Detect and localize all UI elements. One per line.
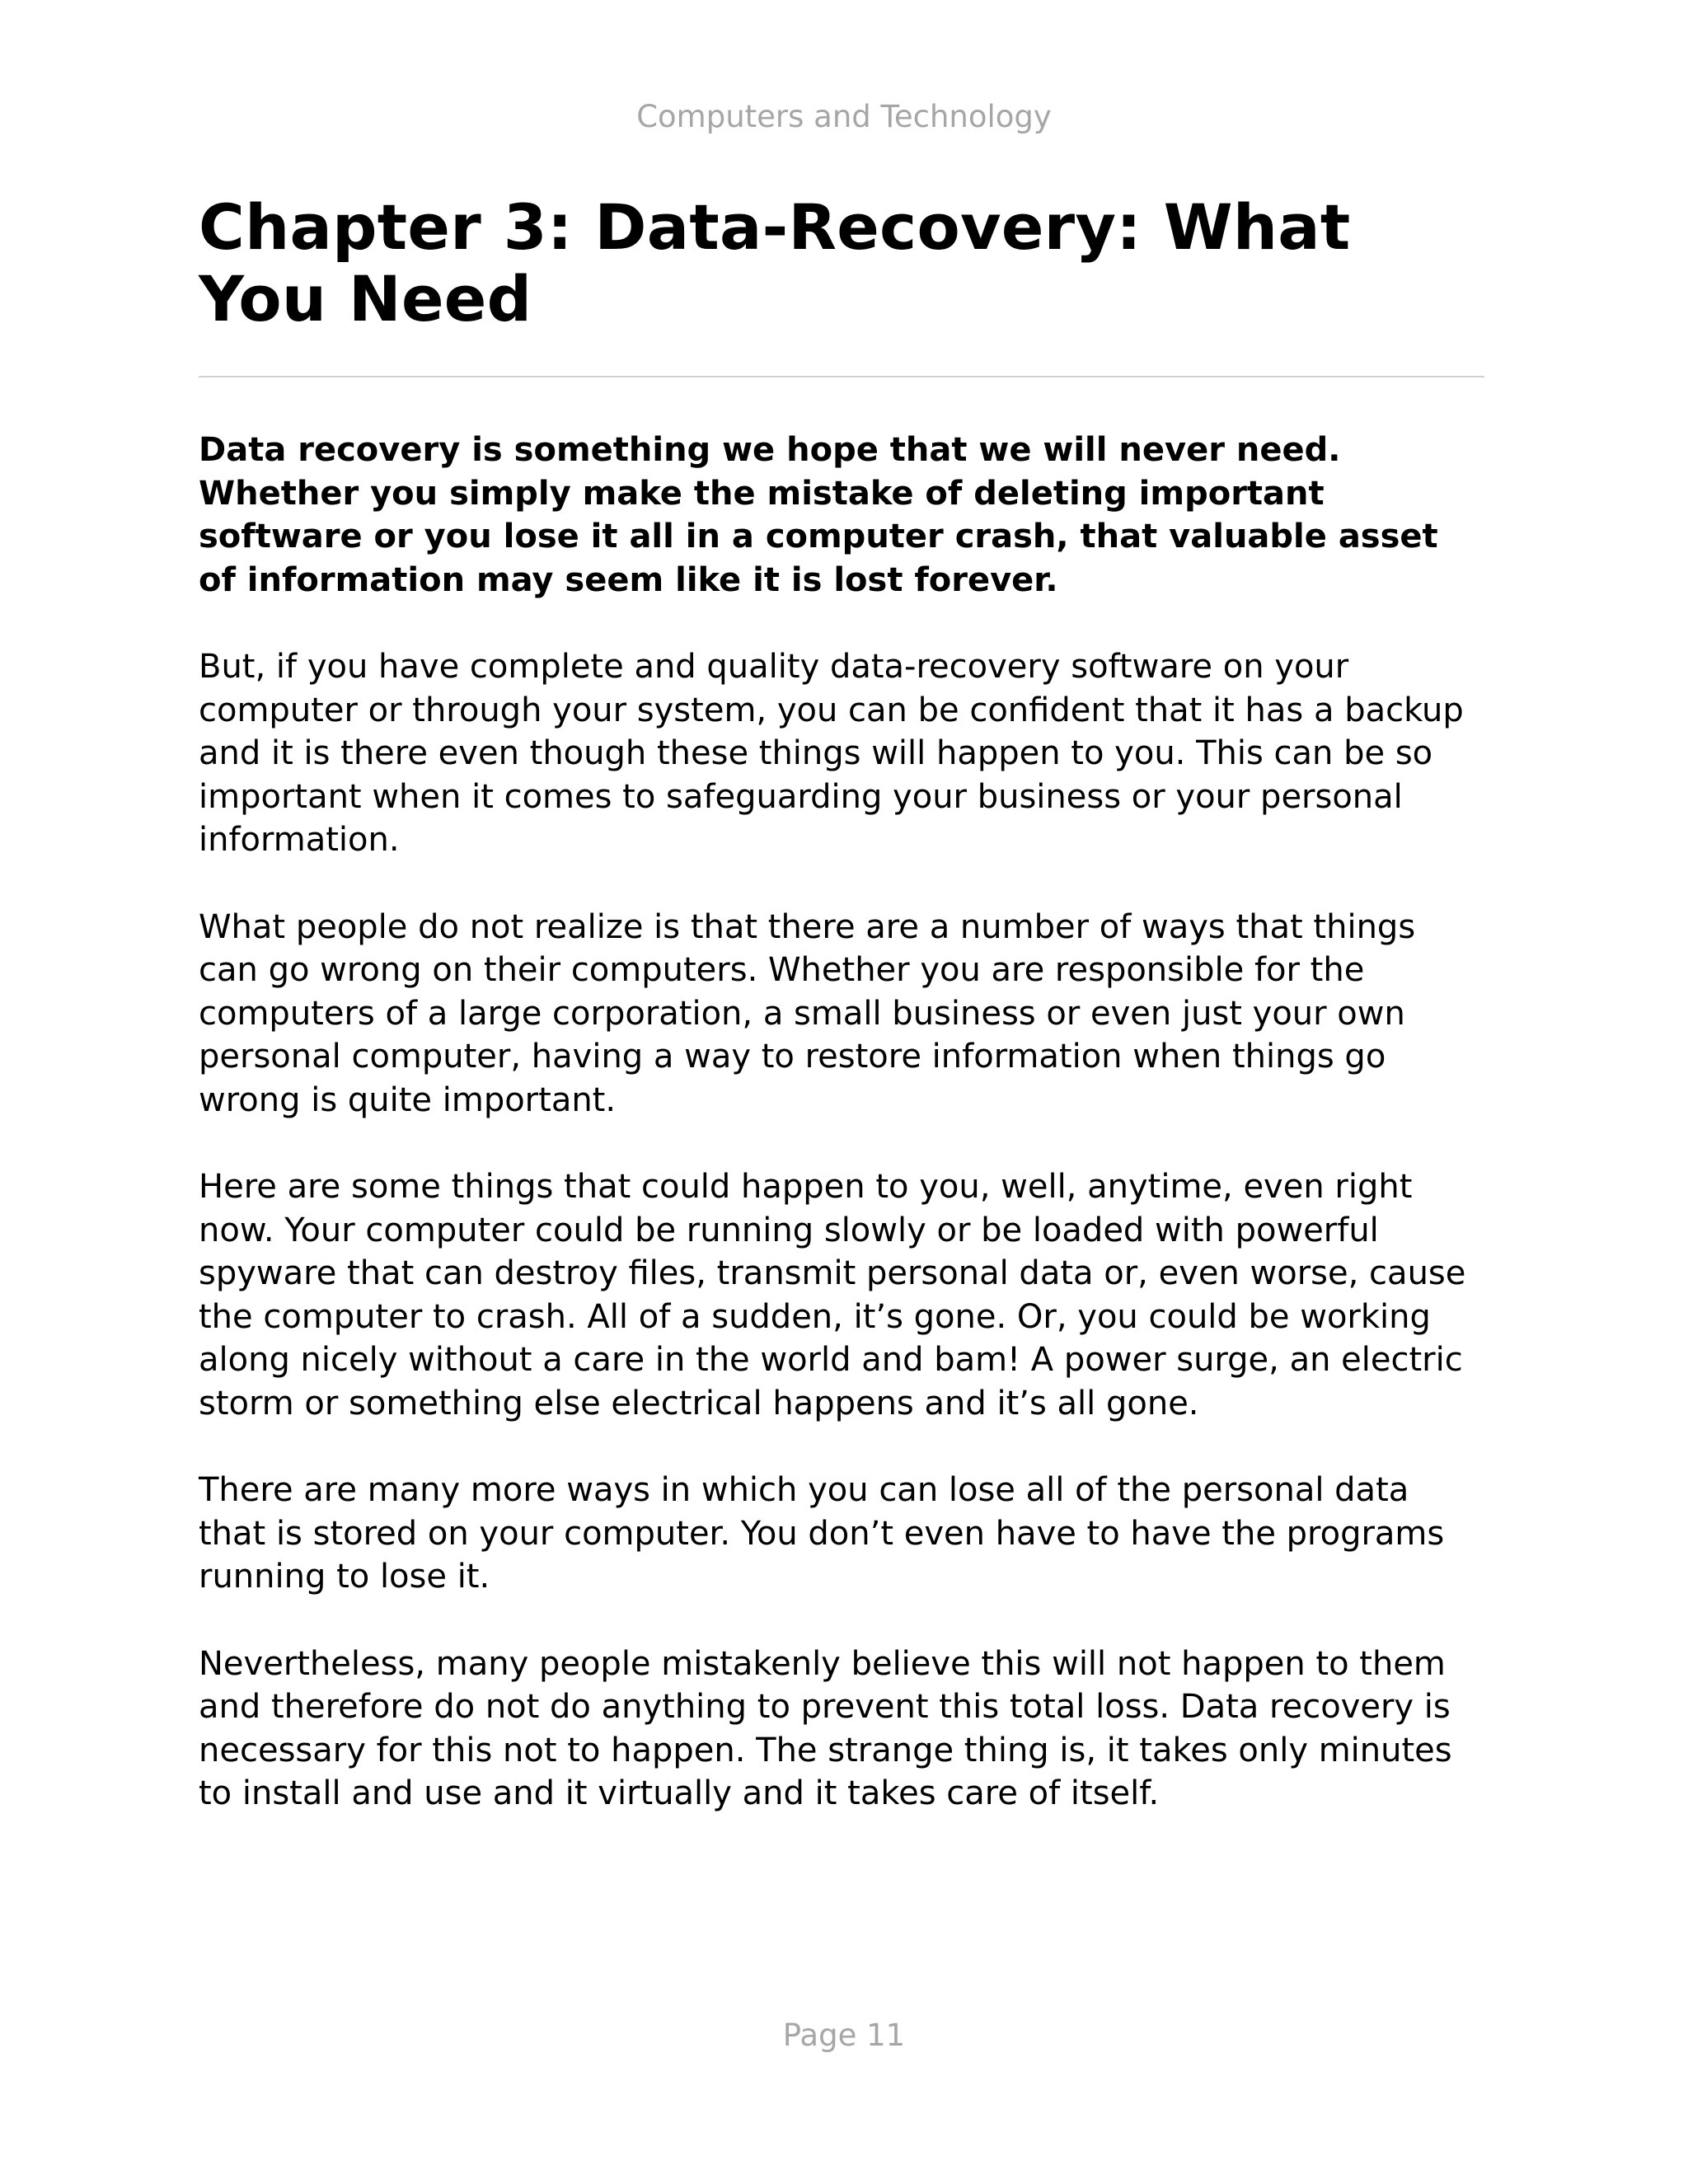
body-paragraph: Here are some things that could happen to you, well, anytime, even right now. Your computer could be running slowly or be loaded with powerful spyware that can destroy files, transmit personal data or, even worse, cause the computer to crash. All of a sudden, it’s gone. Or, you could be working along nicely without a care in the world and bam! A power surge, an electric storm or something else electrical happens and it’s all gone.: [199, 1168, 1466, 1422]
page-content: [199, 191, 1484, 1816]
running-header: Computers and Technology: [636, 99, 1052, 134]
body-paragraph: But, if you have complete and quality data-recovery software on your computer or through your system, you can be confident that it has a backup and it is there even though these things will happen to you. This can be so important when it comes to safeguarding your business or your personal information.: [199, 648, 1464, 859]
body-paragraph: What people do not realize is that there are a number of ways that things can go wrong on their computers. Whether you are responsible for the computers of a large corporation, a small business or even just your own personal computer, having a way to restore information when things go wrong is quite important.: [199, 907, 1416, 1119]
body-paragraph: Nevertheless, many people mistakenly believe this will not happen to them and therefore do not do anything to prevent this total loss. Data recovery is necessary for this not to happen. The strange thing is, it takes only minutes to install and use and it virtually and it takes care of itself.: [199, 1644, 1452, 1812]
chapter-title: Chapter 3: Data-Recovery: What You Need: [199, 190, 1351, 335]
lead-paragraph: Data recovery is something we hope that we will never need. Whether you simply make the mistake of deleting important software or you lose it all in a computer crash, that valuable asset of information may seem like it is lost forever.: [199, 431, 1438, 599]
page-number: Page 11: [782, 2018, 906, 2053]
body-paragraph: There are many more ways in which you can lose all of the personal data that is stored on your computer. You don’t even have to have the programs running to lose it.: [199, 1471, 1445, 1596]
title-divider: [199, 376, 1484, 377]
